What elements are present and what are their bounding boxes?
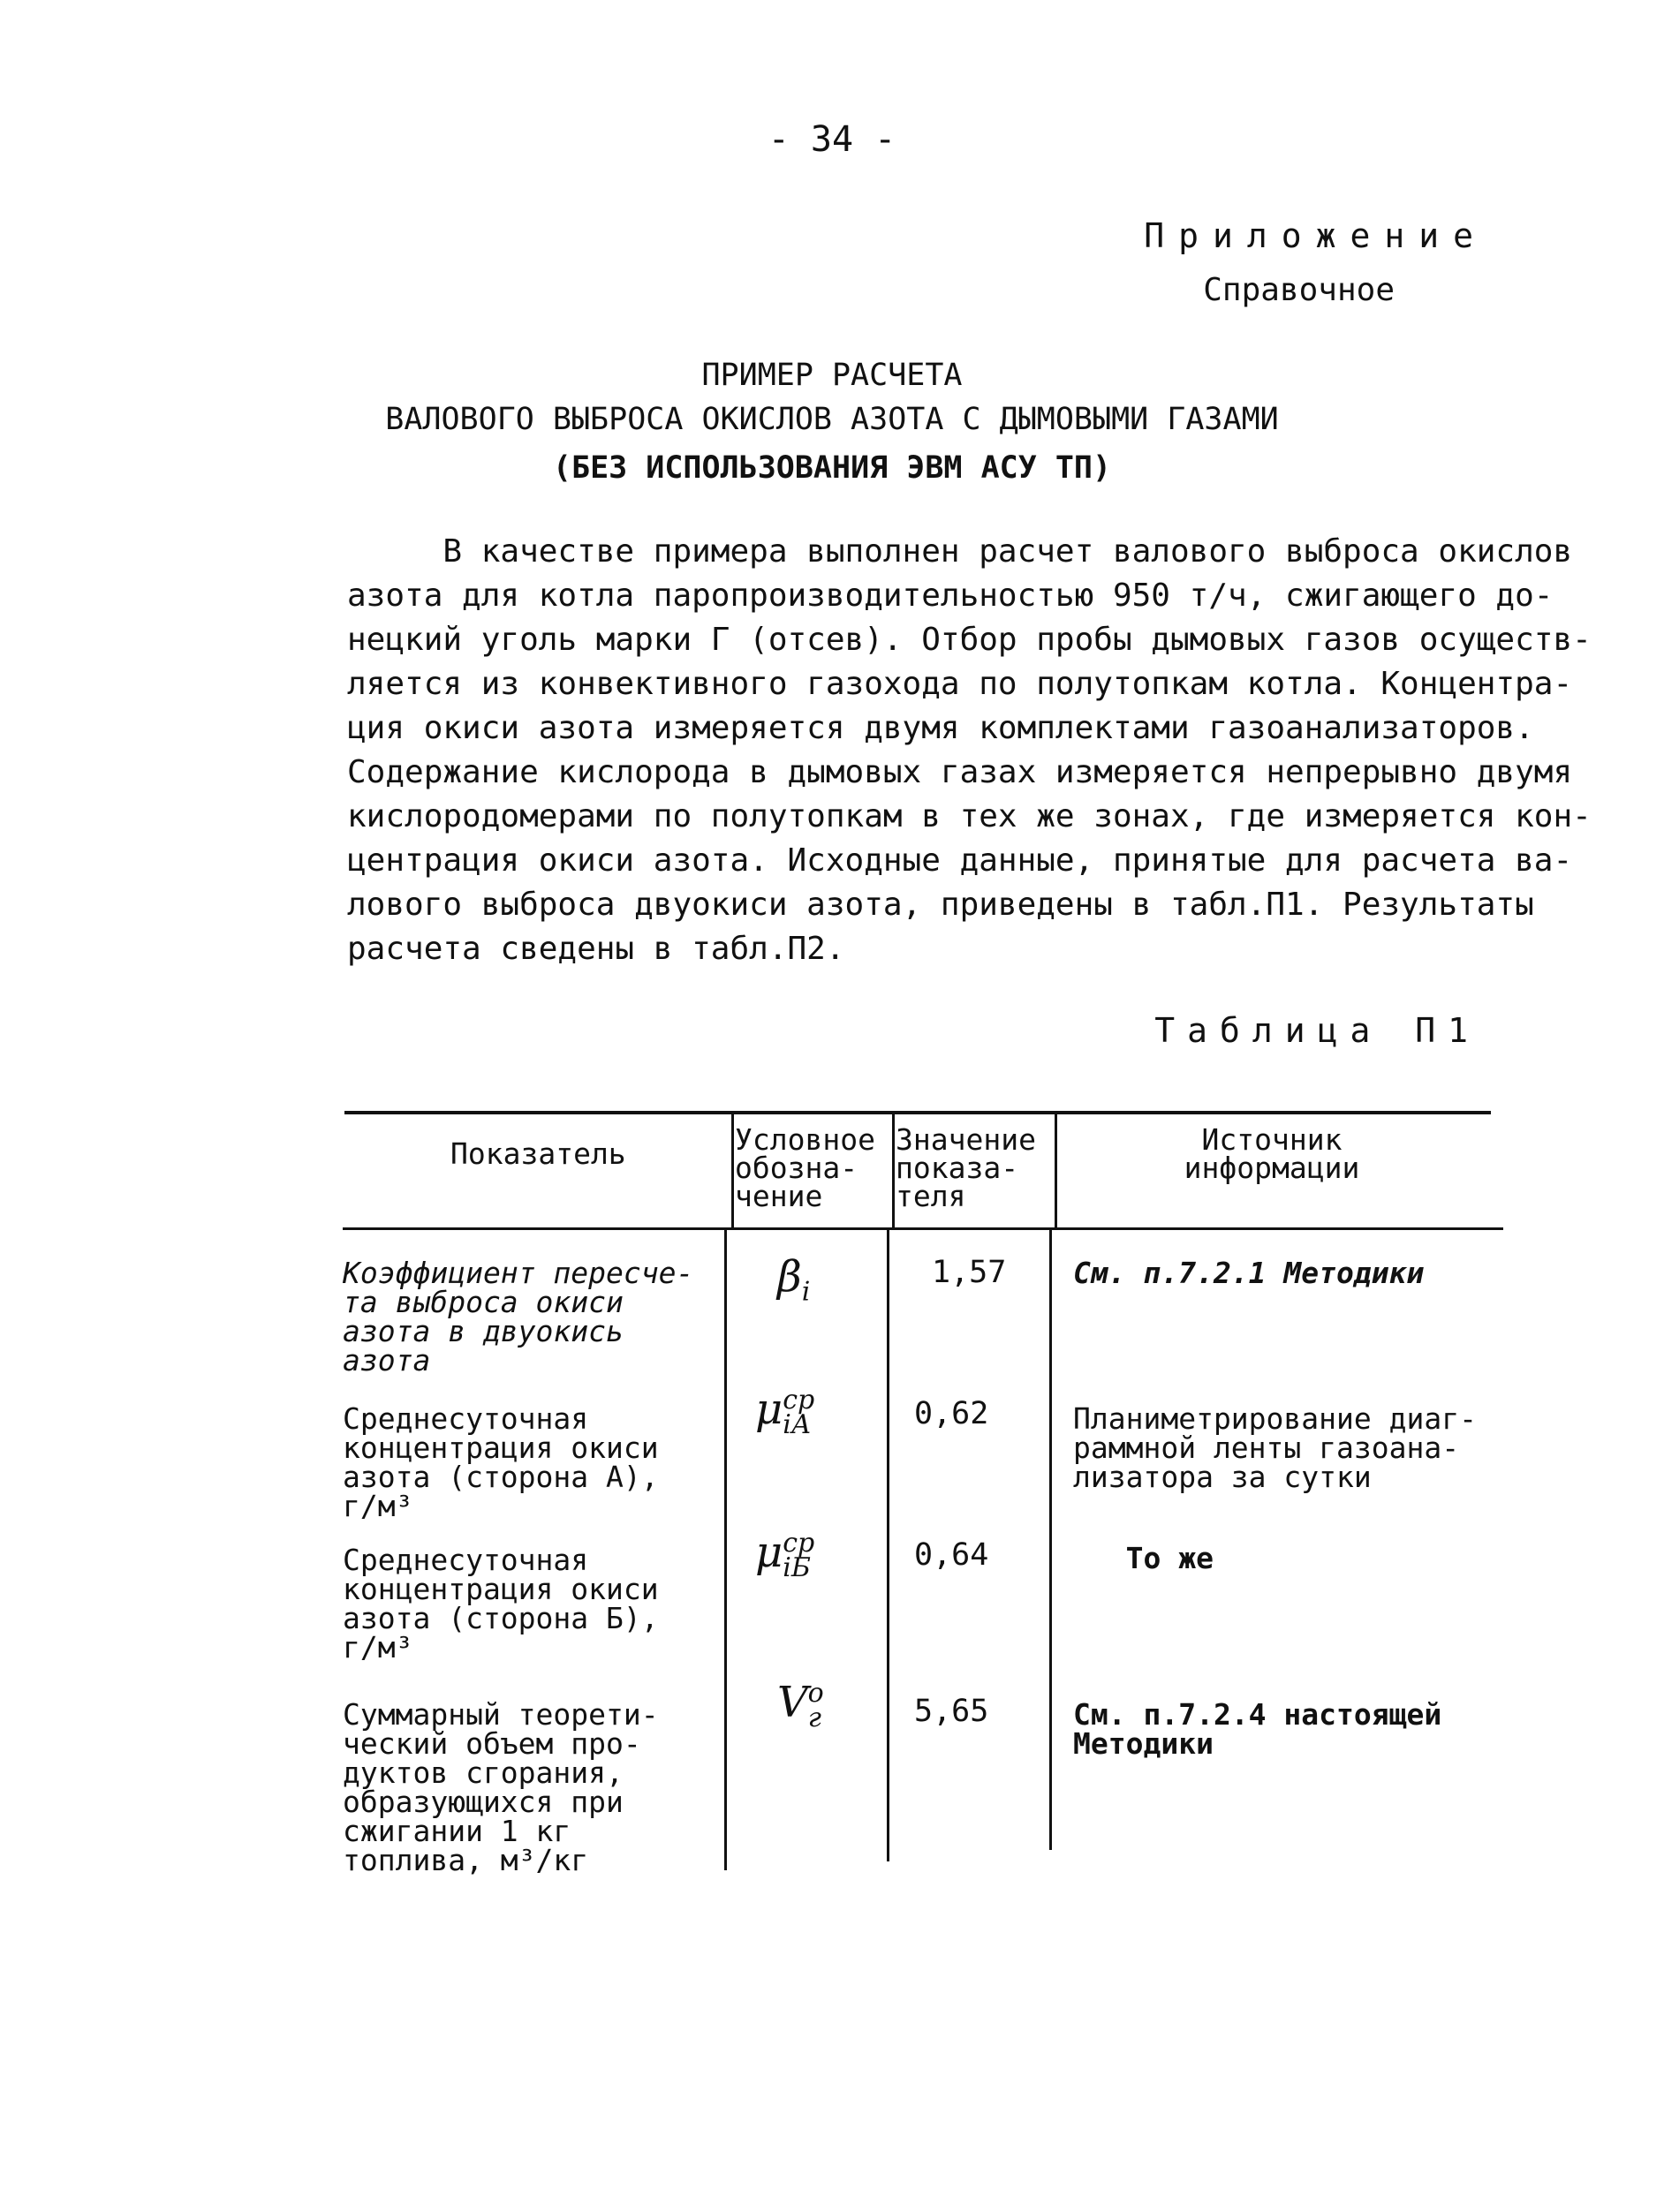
table-row-4-source: См. п.7.2.4 настоящей Методики xyxy=(1073,1697,1442,1761)
table-row-1-value: 1,57 xyxy=(932,1255,1007,1290)
table-row-1-indicator: Коэффициент пересче- та выброса окиси азота в двуокись азота xyxy=(343,1256,694,1378)
table-row-2-value: 0,62 xyxy=(914,1396,989,1431)
table-row-4-symbol: $V^о_г$ xyxy=(777,1678,824,1733)
paragraph-line: расчета сведены в табл.П2. xyxy=(347,931,845,967)
table-row-3-source: То же xyxy=(1073,1541,1214,1575)
table-label: Таблица П1 xyxy=(1154,1011,1480,1050)
title-line-1: ПРИМЕР РАСЧЕТА xyxy=(701,358,963,393)
table-divider-1 xyxy=(724,1230,727,1870)
appendix-label: Приложение xyxy=(1144,216,1487,255)
table-row-1-symbol: $\beta_i$ xyxy=(777,1252,811,1308)
paragraph-line: нецкий уголь марки Г (отсев). Отбор пробы дымовых газов осуществ- xyxy=(347,622,1592,658)
table-row-2-indicator: Среднесуточная концентрация окиси азота (сторона А), г/м³ xyxy=(343,1401,659,1523)
paragraph-line: В качестве примера выполнен расчет валового выброса окислов xyxy=(347,533,1573,570)
paragraph-line: лового выброса двуокиси азота, приведены в табл.П1. Результаты xyxy=(347,887,1534,923)
paragraph-line: кислородомерами по полутопкам в тех же зонах, где измеряется кон- xyxy=(347,798,1592,834)
paragraph-line: азота для котла паропроизводительностью 950 т/ч, сжигающего до- xyxy=(347,578,1554,614)
title-line-2: ВАЛОВОГО ВЫБРОСА ОКИСЛОВ АЗОТА С ДЫМОВЫМИ ГАЗАМИ xyxy=(385,402,1279,437)
header-value: Значение показа- теля xyxy=(896,1122,1036,1213)
table-divider-1 xyxy=(731,1111,734,1230)
intro-paragraph xyxy=(347,530,1592,971)
paragraph-line: ция окиси азота измеряется двумя комплектами газоанализаторов. xyxy=(347,710,1534,746)
page-number: - 34 - xyxy=(768,119,896,160)
table-divider-2 xyxy=(892,1111,895,1230)
table-row-3-value: 0,64 xyxy=(914,1537,989,1573)
header-source: Источник информации xyxy=(1184,1122,1360,1185)
table-divider-3 xyxy=(1049,1230,1052,1850)
paragraph-line: центрация окиси азота. Исходные данные, принятые для расчета ва- xyxy=(347,842,1573,879)
appendix-subtitle: Справочное xyxy=(1203,272,1395,308)
table-row-4-indicator: Суммарный теорети- ческий объем про- дуктов сгорания, образующихся при сжигании 1 кг топлива, м³/кг xyxy=(343,1697,659,1877)
table-row-2-symbol: $\mu^{ср}_{iА}$ xyxy=(755,1385,815,1440)
paragraph-line: ляется из конвективного газохода по полутопкам котла. Концентра- xyxy=(347,666,1573,702)
table-divider-2 xyxy=(887,1230,889,1861)
table-row-2-source: Планиметрирование диаг- раммной ленты газоана- лизатора за сутки xyxy=(1073,1401,1477,1494)
table-top-rule xyxy=(344,1111,1491,1114)
header-indicator: Показатель xyxy=(450,1136,626,1171)
table-header-rule xyxy=(343,1227,1503,1230)
table-row-4-value: 5,65 xyxy=(914,1694,989,1729)
title-line-3: (БЕЗ ИСПОЛЬЗОВАНИЯ ЭВМ АСУ ТП) xyxy=(552,450,1112,486)
header-symbol: Условное обозна- чение xyxy=(735,1122,875,1213)
table-row-3-symbol: $\mu^{ср}_{iБ}$ xyxy=(755,1528,815,1583)
table-row-1-source: См. п.7.2.1 Методики xyxy=(1073,1256,1425,1290)
paragraph-line: Содержание кислорода в дымовых газах измеряется непрерывно двумя xyxy=(347,754,1573,790)
table-divider-3 xyxy=(1055,1111,1057,1230)
table-row-3-indicator: Среднесуточная концентрация окиси азота (сторона Б), г/м³ xyxy=(343,1543,659,1665)
